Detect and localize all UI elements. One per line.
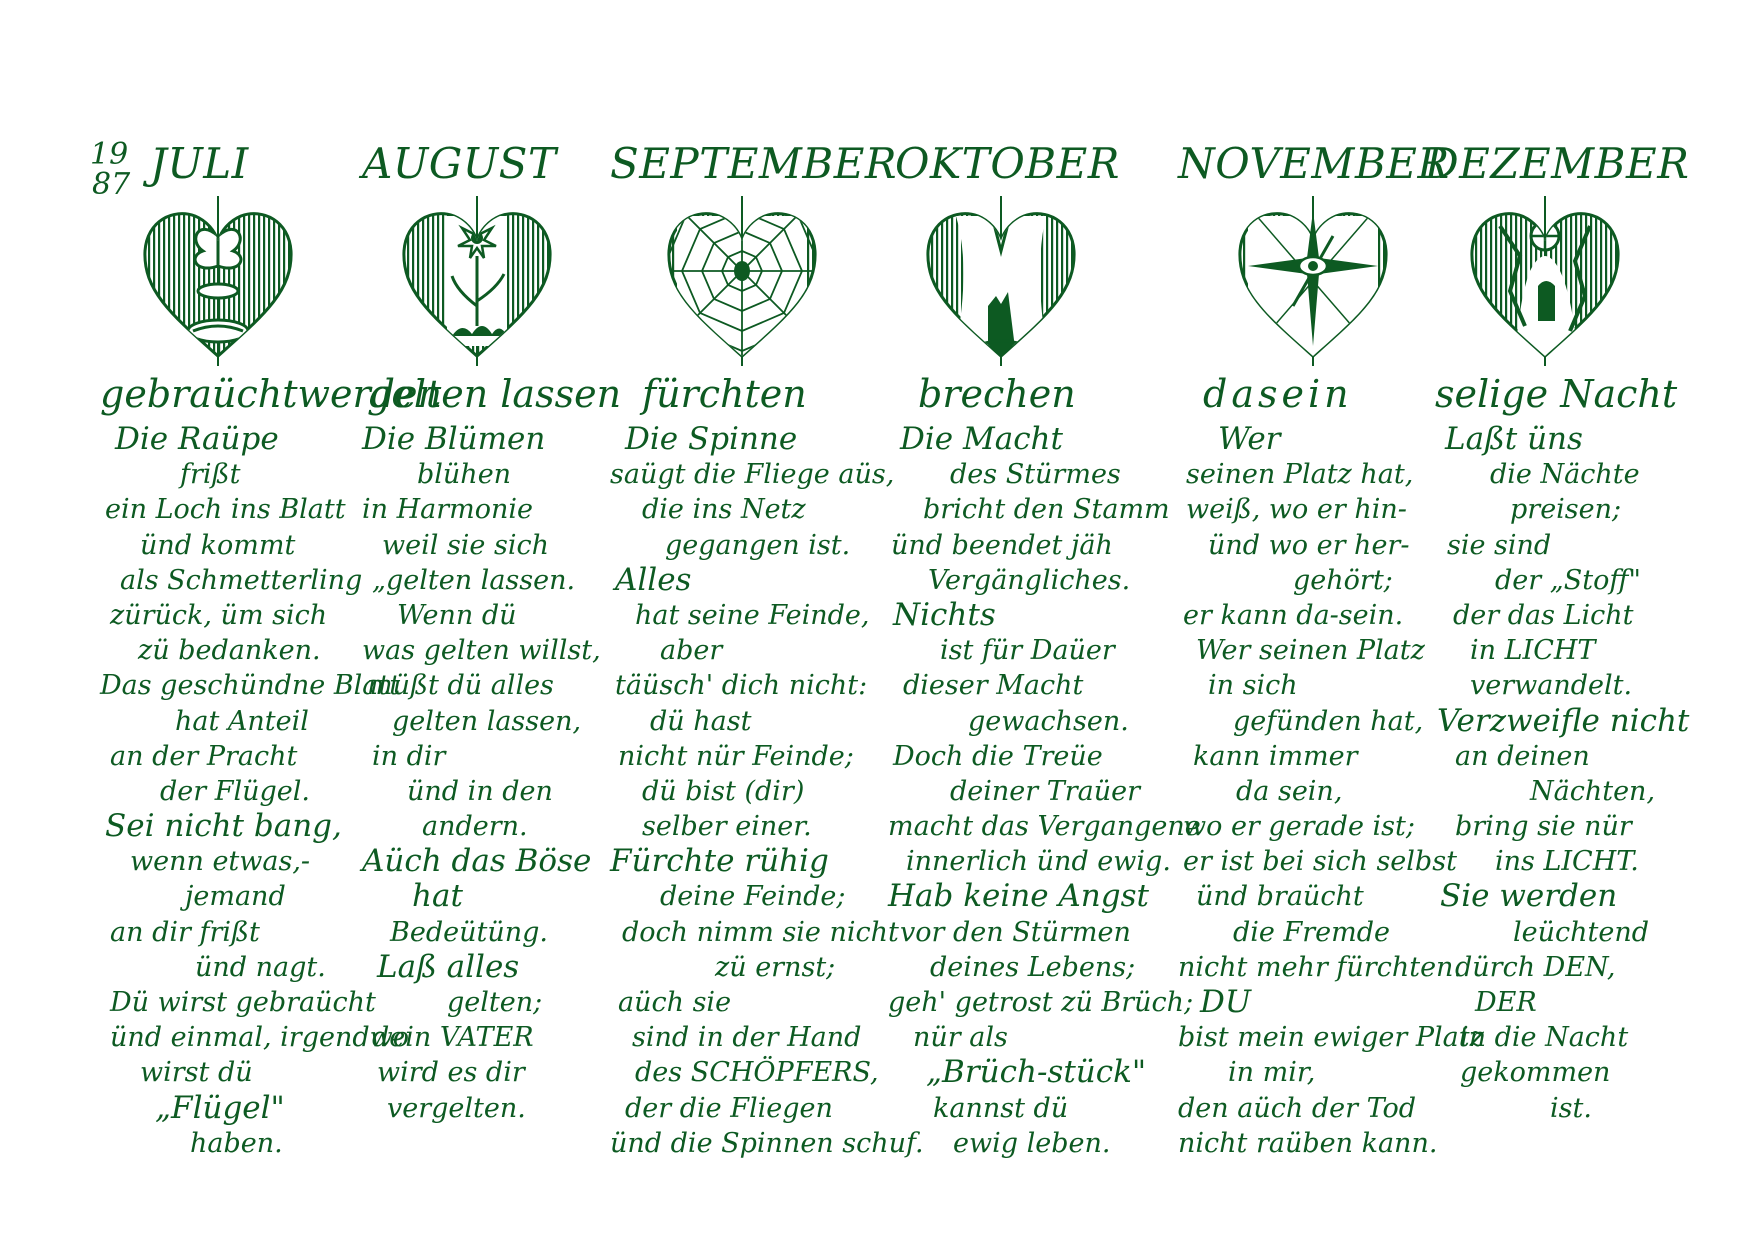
- month-title: DEZEMBER: [1425, 139, 1690, 188]
- poem-line: Bedeütüng.: [390, 916, 548, 948]
- month-theme: selige Nacht: [1435, 372, 1678, 416]
- poem-text: [1178, 421, 1484, 1161]
- poem-line: blühen: [417, 459, 512, 491]
- poem-line: an der Pracht: [110, 740, 298, 772]
- poem-line: dürch DEN,: [1455, 951, 1616, 983]
- month-title: AUGUST: [362, 139, 557, 188]
- poem-line: doch nimm sie nicht: [622, 916, 899, 948]
- poem-line: kannst dü: [933, 1092, 1069, 1124]
- poem-line: gewachsen.: [968, 705, 1129, 737]
- poem-line: Laß alles: [377, 948, 520, 985]
- poem-line: jemand: [185, 881, 286, 913]
- poem-line: Alles: [615, 561, 692, 598]
- poem-line: dü hast: [650, 705, 752, 737]
- poem-line: Nichts: [893, 596, 996, 633]
- poem-line: den aüch der Tod: [1178, 1092, 1417, 1124]
- poem-line: „Brüch-stück": [926, 1054, 1147, 1091]
- poem-line: „Flügel": [155, 1089, 285, 1126]
- poem-line: Die Raüpe: [115, 421, 279, 457]
- poem-line: deine Feinde;: [660, 881, 846, 913]
- poem-line: wo er gerade ist;: [1183, 811, 1415, 843]
- poem-line: saügt die Fliege aüs,: [610, 459, 895, 491]
- poem-line: bist mein ewiger Platz: [1178, 1022, 1484, 1054]
- poem-line: nür als: [913, 1022, 1008, 1054]
- poem-line: preisen;: [1510, 494, 1622, 526]
- month-title: OKTOBER: [895, 139, 1120, 188]
- poem-line: Aüch das Böse: [362, 843, 592, 880]
- poem-line: ünd nagt.: [195, 951, 326, 983]
- poem-line: Dü wirst gebraücht: [110, 987, 376, 1018]
- poem-line: Laßt üns: [1445, 421, 1583, 457]
- poem-line: ins LICHT.: [1495, 846, 1639, 878]
- poem-line: ünd wo er her-: [1208, 529, 1410, 561]
- poem-line: leüchtend: [1513, 916, 1650, 948]
- month-theme: gelten lassen: [367, 372, 622, 416]
- poem-line: vor den Stürmen: [900, 916, 1131, 948]
- flower-heart-icon: [392, 196, 562, 366]
- poem-line: sind in der Hand: [632, 1022, 862, 1054]
- month-theme: fürchten: [642, 372, 807, 416]
- poem-line: bring sie nür: [1455, 811, 1632, 843]
- poem-line: nicht nür Feinde;: [618, 740, 854, 772]
- poem-line: bricht den Stamm: [923, 494, 1170, 526]
- year-bottom: 87: [92, 167, 131, 202]
- poem-line: gelten;: [447, 987, 543, 1018]
- poem-line: hat Anteil: [175, 705, 309, 737]
- poem-line: täüsch' dich nicht:: [615, 670, 868, 702]
- poem-line: vergelten.: [387, 1092, 526, 1124]
- poem-line: ewig leben.: [953, 1127, 1111, 1159]
- poem-line: der das Licht: [1453, 599, 1634, 631]
- poem-line: aber: [660, 635, 723, 667]
- poem-line: Doch die Treüe: [893, 740, 1103, 772]
- poem-line: selber einer.: [642, 811, 812, 843]
- poem-line: Sie werden: [1440, 878, 1618, 915]
- month-title: NOVEMBER: [1178, 139, 1450, 188]
- poem-line: Die Spinne: [625, 421, 798, 457]
- poem-line: gegangen ist.: [665, 529, 851, 561]
- month-theme: dasein: [1203, 372, 1353, 416]
- poem-text: [888, 421, 1201, 1161]
- poem-line: in die Nacht: [1460, 1022, 1629, 1054]
- poem-line: nicht mehr fürchten.: [1178, 951, 1463, 983]
- nativity-cave-heart-icon: [1460, 196, 1630, 366]
- poem-line: zü ernst;: [715, 951, 836, 983]
- poem-text: [610, 421, 924, 1161]
- poem-line: müßt dü alles: [367, 670, 554, 702]
- poem-line: an deinen: [1455, 740, 1590, 772]
- poem-line: der Flügel.: [160, 775, 310, 807]
- poem-line: ist.: [1550, 1092, 1592, 1124]
- poem-line: gehört;: [1293, 564, 1393, 596]
- poem-line: macht das Vergangene: [888, 811, 1201, 843]
- poem-text: [1425, 421, 1690, 1126]
- poem-line: aüch sie: [618, 987, 732, 1018]
- poem-line: Das geschündne Blatt: [100, 670, 401, 702]
- poem-line: verwandelt.: [1470, 670, 1633, 702]
- poem-line: Die Blümen: [362, 421, 546, 457]
- poem-line: hat seine Feinde,: [635, 599, 870, 631]
- poem-line: Vergängliches.: [928, 564, 1131, 596]
- poem-line: „gelten lassen.: [372, 564, 576, 596]
- poem-line: Sei nicht bang,: [105, 808, 342, 845]
- poem-line: ünd braücht: [1196, 881, 1364, 913]
- poem-line: in sich: [1208, 670, 1298, 702]
- poem-line: der die Fliegen: [625, 1092, 833, 1124]
- poem-line: zürück, üm sich: [110, 599, 328, 631]
- poem-line: die ins Netz: [642, 494, 806, 526]
- poem-line: wirst dü: [140, 1057, 253, 1089]
- poem-line: in Harmonie: [362, 494, 534, 526]
- poem-line: ünd beendet jäh: [891, 529, 1113, 561]
- broken-trunk-heart-icon: [916, 196, 1086, 366]
- poem-line: andern.: [422, 811, 528, 843]
- poem-line: als Schmetterling: [120, 564, 363, 596]
- month-theme: gebraüchtwerden: [100, 372, 442, 416]
- poem-line: seinen Platz hat,: [1186, 459, 1414, 491]
- poem-line: gelten lassen,: [392, 705, 582, 737]
- poem-line: frißt: [180, 459, 241, 491]
- poem-line: in mir,: [1228, 1057, 1316, 1089]
- poem-line: gekommen: [1460, 1057, 1611, 1089]
- month-title: SEPTEMBER: [610, 139, 898, 188]
- poem-line: die Nächte: [1490, 459, 1640, 491]
- butterfly-caterpillar-heart-icon: [133, 196, 303, 366]
- year-mark: [90, 137, 131, 202]
- poem-line: dein VATER: [372, 1022, 534, 1054]
- poem-line: ist für Daüer: [940, 635, 1115, 667]
- poem-line: deiner Traüer: [950, 775, 1141, 807]
- poem-line: dieser Macht: [903, 670, 1084, 702]
- poem-line: geh' getrost zü Brüch;: [888, 987, 1194, 1018]
- spider-web-heart-icon: [657, 196, 827, 366]
- poem-line: Wer seinen Platz: [1196, 635, 1425, 667]
- poem-line: hat: [412, 878, 463, 915]
- poem-line: DU: [1200, 984, 1251, 1020]
- poem-line: Wer: [1218, 421, 1281, 457]
- poem-line: ünd die Spinnen schuf.: [610, 1127, 924, 1159]
- poem-line: er ist bei sich selbst: [1183, 846, 1457, 878]
- poem-line: kann immer: [1193, 740, 1358, 772]
- poem-line: ünd einmal, irgendwo: [110, 1022, 409, 1054]
- poem-line: des SCHÖPFERS,: [635, 1057, 879, 1089]
- poem-line: innerlich ünd ewig.: [906, 846, 1171, 878]
- poem-line: haben.: [190, 1127, 283, 1159]
- poem-line: wird es dir: [377, 1057, 525, 1089]
- poem-line: Hab keine Angst: [888, 878, 1149, 915]
- poem-line: Wenn dü: [397, 599, 517, 631]
- year-top: 19: [90, 137, 129, 172]
- poem-line: dü bist (dir): [642, 775, 805, 807]
- poem-line: Verzweifle nicht: [1437, 702, 1690, 739]
- poem-line: weil sie sich: [382, 529, 549, 561]
- poem-line: DER: [1475, 987, 1537, 1018]
- poem-line: nicht raüben kann.: [1178, 1127, 1438, 1159]
- poem-line: wenn etwas,-: [130, 846, 311, 878]
- poem-line: weiß, wo er hin-: [1186, 494, 1407, 526]
- month-title: JULI: [150, 139, 249, 188]
- poem-line: an dir frißt: [110, 916, 260, 948]
- poem-line: des Stürmes: [950, 459, 1121, 491]
- poem-line: der „Stoff": [1495, 564, 1641, 596]
- poem-line: die Fremde: [1233, 916, 1390, 948]
- poem-line: sie sind: [1447, 529, 1552, 561]
- poem-text: [362, 422, 624, 1126]
- poem-line: da sein,: [1236, 775, 1343, 807]
- poem-line: gefünden hat,: [1233, 705, 1424, 737]
- poem-line: Die Macht: [900, 421, 1063, 457]
- poem-line: in dir: [372, 740, 446, 772]
- poem-line: Nächten,: [1530, 775, 1656, 807]
- star-eye-heart-icon: [1228, 196, 1398, 366]
- poem-line: ünd in den: [407, 775, 553, 807]
- poem-line: deines Lebens;: [930, 951, 1136, 983]
- poem-line: er kann da-sein.: [1183, 599, 1404, 631]
- poem-line: ein Loch ins Blatt: [105, 494, 346, 526]
- poem-line: zü bedanken.: [138, 635, 321, 667]
- month-theme: brechen: [918, 372, 1076, 416]
- poem-line: was gelten willst,: [362, 635, 601, 667]
- poem-line: Fürchte rühig: [610, 843, 829, 880]
- poem-line: ünd kommt: [140, 529, 296, 561]
- poem-line: in LICHT: [1470, 635, 1596, 667]
